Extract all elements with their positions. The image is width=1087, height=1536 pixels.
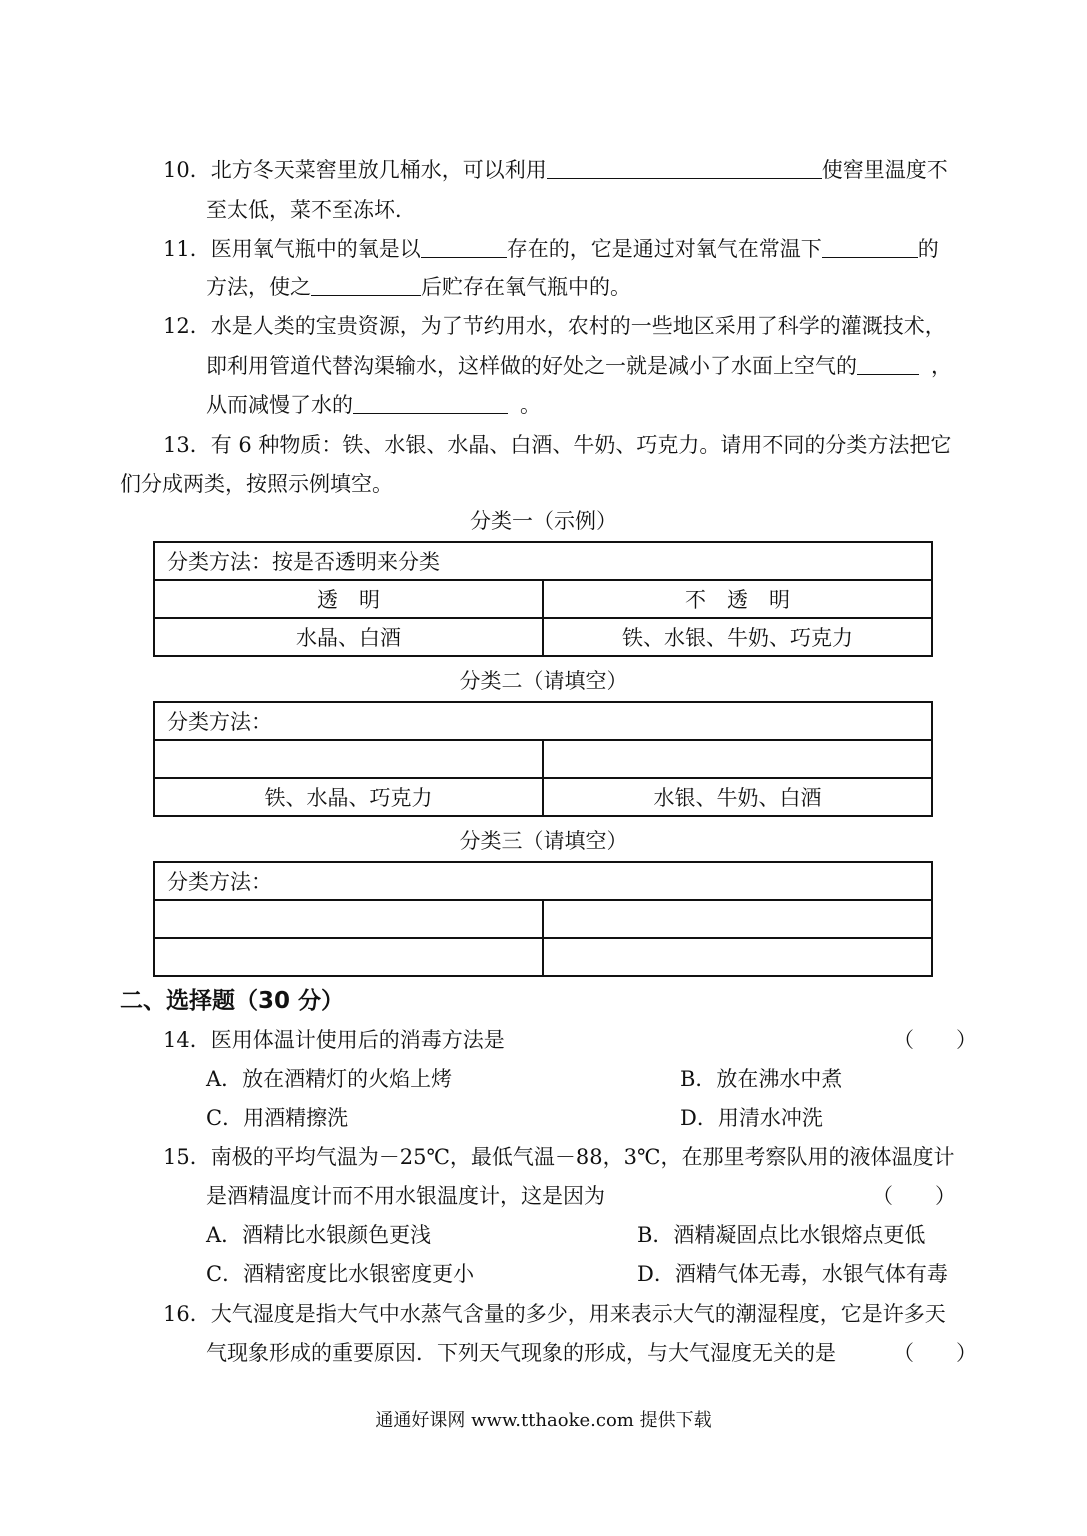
table-1-header-left: 透 明 bbox=[154, 580, 543, 618]
table-3-header-left[interactable] bbox=[154, 900, 543, 938]
q10-line-1: 10．北方冬天菜窖里放几桶水，可以利用 使窖里温度不 bbox=[163, 158, 948, 182]
table-3-header-right[interactable] bbox=[543, 900, 932, 938]
q14-option-d[interactable]: D．用清水冲洗 bbox=[680, 1106, 823, 1130]
q16-line-2: 气现象形成的重要原因．下列天气现象的形成，与大气湿度无关的是 bbox=[206, 1341, 836, 1365]
table-2-header-left[interactable] bbox=[154, 740, 543, 778]
q10-blank-1 bbox=[547, 156, 822, 179]
q14-stem: 14．医用体温计使用后的消毒方法是 bbox=[163, 1028, 505, 1052]
table-1-caption: 分类一（示例） bbox=[470, 509, 617, 533]
q12-line-3: 从而减慢了水的 。 bbox=[206, 393, 541, 417]
q16-answer-paren[interactable]: （ ） bbox=[893, 1341, 977, 1365]
q14-answer-paren[interactable]: （ ） bbox=[893, 1028, 977, 1052]
q15-line-1: 15．南极的平均气温为－25℃，最低气温－88，3℃，在那里考察队用的液体温度计 bbox=[163, 1145, 955, 1169]
q15-line-2: 是酒精温度计而不用水银温度计，这是因为 bbox=[206, 1184, 605, 1208]
table-3-items-right[interactable] bbox=[543, 938, 932, 976]
classification-table-2 bbox=[153, 701, 933, 817]
q11-blank-2 bbox=[822, 235, 918, 258]
q16-line-1: 16．大气湿度是指大气中水蒸气含量的多少，用来表示大气的潮湿程度，它是许多天 bbox=[163, 1302, 946, 1326]
q15-option-a[interactable]: A．酒精比水银颜色更浅 bbox=[206, 1223, 432, 1247]
q12-blank-2 bbox=[353, 391, 508, 414]
table-2-header-right[interactable] bbox=[543, 740, 932, 778]
q11-line-1: 11．医用氧气瓶中的氧是以 存在的，它是通过对氧气在常温下 的 bbox=[163, 237, 939, 261]
q14-option-c[interactable]: C．用酒精擦洗 bbox=[206, 1106, 349, 1130]
q15-option-d[interactable]: D．酒精气体无毒，水银气体有毒 bbox=[637, 1262, 948, 1286]
table-1-items-left: 水晶、白酒 bbox=[154, 618, 543, 656]
q15-option-c[interactable]: C．酒精密度比水银密度更小 bbox=[206, 1262, 475, 1286]
classification-table-3 bbox=[153, 861, 933, 977]
q10-line-2: 至太低，菜不至冻坏． bbox=[206, 198, 416, 222]
table-2-items-right: 水银、牛奶、白酒 bbox=[543, 778, 932, 816]
q12-line-2: 即利用管道代替沟渠输水，这样做的好处之一就是减小了水面上空气的 ， bbox=[206, 354, 952, 378]
q14-option-a[interactable]: A．放在酒精灯的火焰上烤 bbox=[206, 1067, 453, 1091]
table-3-caption: 分类三（请填空） bbox=[459, 829, 628, 853]
q11-line-2: 方法，使之 后贮存在氧气瓶中的。 bbox=[206, 275, 631, 299]
q12-blank-1 bbox=[857, 352, 919, 375]
table-2-caption: 分类二（请填空） bbox=[459, 669, 628, 693]
table-1-header-right: 不 透 明 bbox=[543, 580, 932, 618]
q15-option-b[interactable]: B．酒精凝固点比水银熔点更低 bbox=[637, 1223, 926, 1247]
q11-blank-3 bbox=[311, 273, 421, 296]
q13-line-1: 13．有 6 种物质：铁、水银、水晶、白酒、牛奶、巧克力。请用不同的分类方法把它 bbox=[163, 433, 952, 457]
classification-table-1 bbox=[153, 541, 933, 657]
table-3-method: 分类方法： bbox=[154, 862, 932, 900]
table-2-items-left: 铁、水晶、巧克力 bbox=[154, 778, 543, 816]
page-footer: 通通好课网 www.tthaoke.com 提供下载 bbox=[375, 1410, 712, 1431]
table-1-method: 分类方法：按是否透明来分类 bbox=[154, 542, 932, 580]
table-2-method: 分类方法： bbox=[154, 702, 932, 740]
q15-answer-paren[interactable]: （ ） bbox=[872, 1184, 956, 1208]
q13-line-2: 们分成两类，按照示例填空。 bbox=[120, 472, 393, 496]
table-3-items-left[interactable] bbox=[154, 938, 543, 976]
section-2-title: 二、选择题（30 分） bbox=[120, 988, 345, 1014]
q14-option-b[interactable]: B．放在沸水中煮 bbox=[680, 1067, 843, 1091]
q12-line-1: 12．水是人类的宝贵资源，为了节约用水，农村的一些地区采用了科学的灌溉技术， bbox=[163, 314, 946, 338]
q11-blank-1 bbox=[421, 235, 507, 258]
table-1-items-right: 铁、水银、牛奶、巧克力 bbox=[543, 618, 932, 656]
